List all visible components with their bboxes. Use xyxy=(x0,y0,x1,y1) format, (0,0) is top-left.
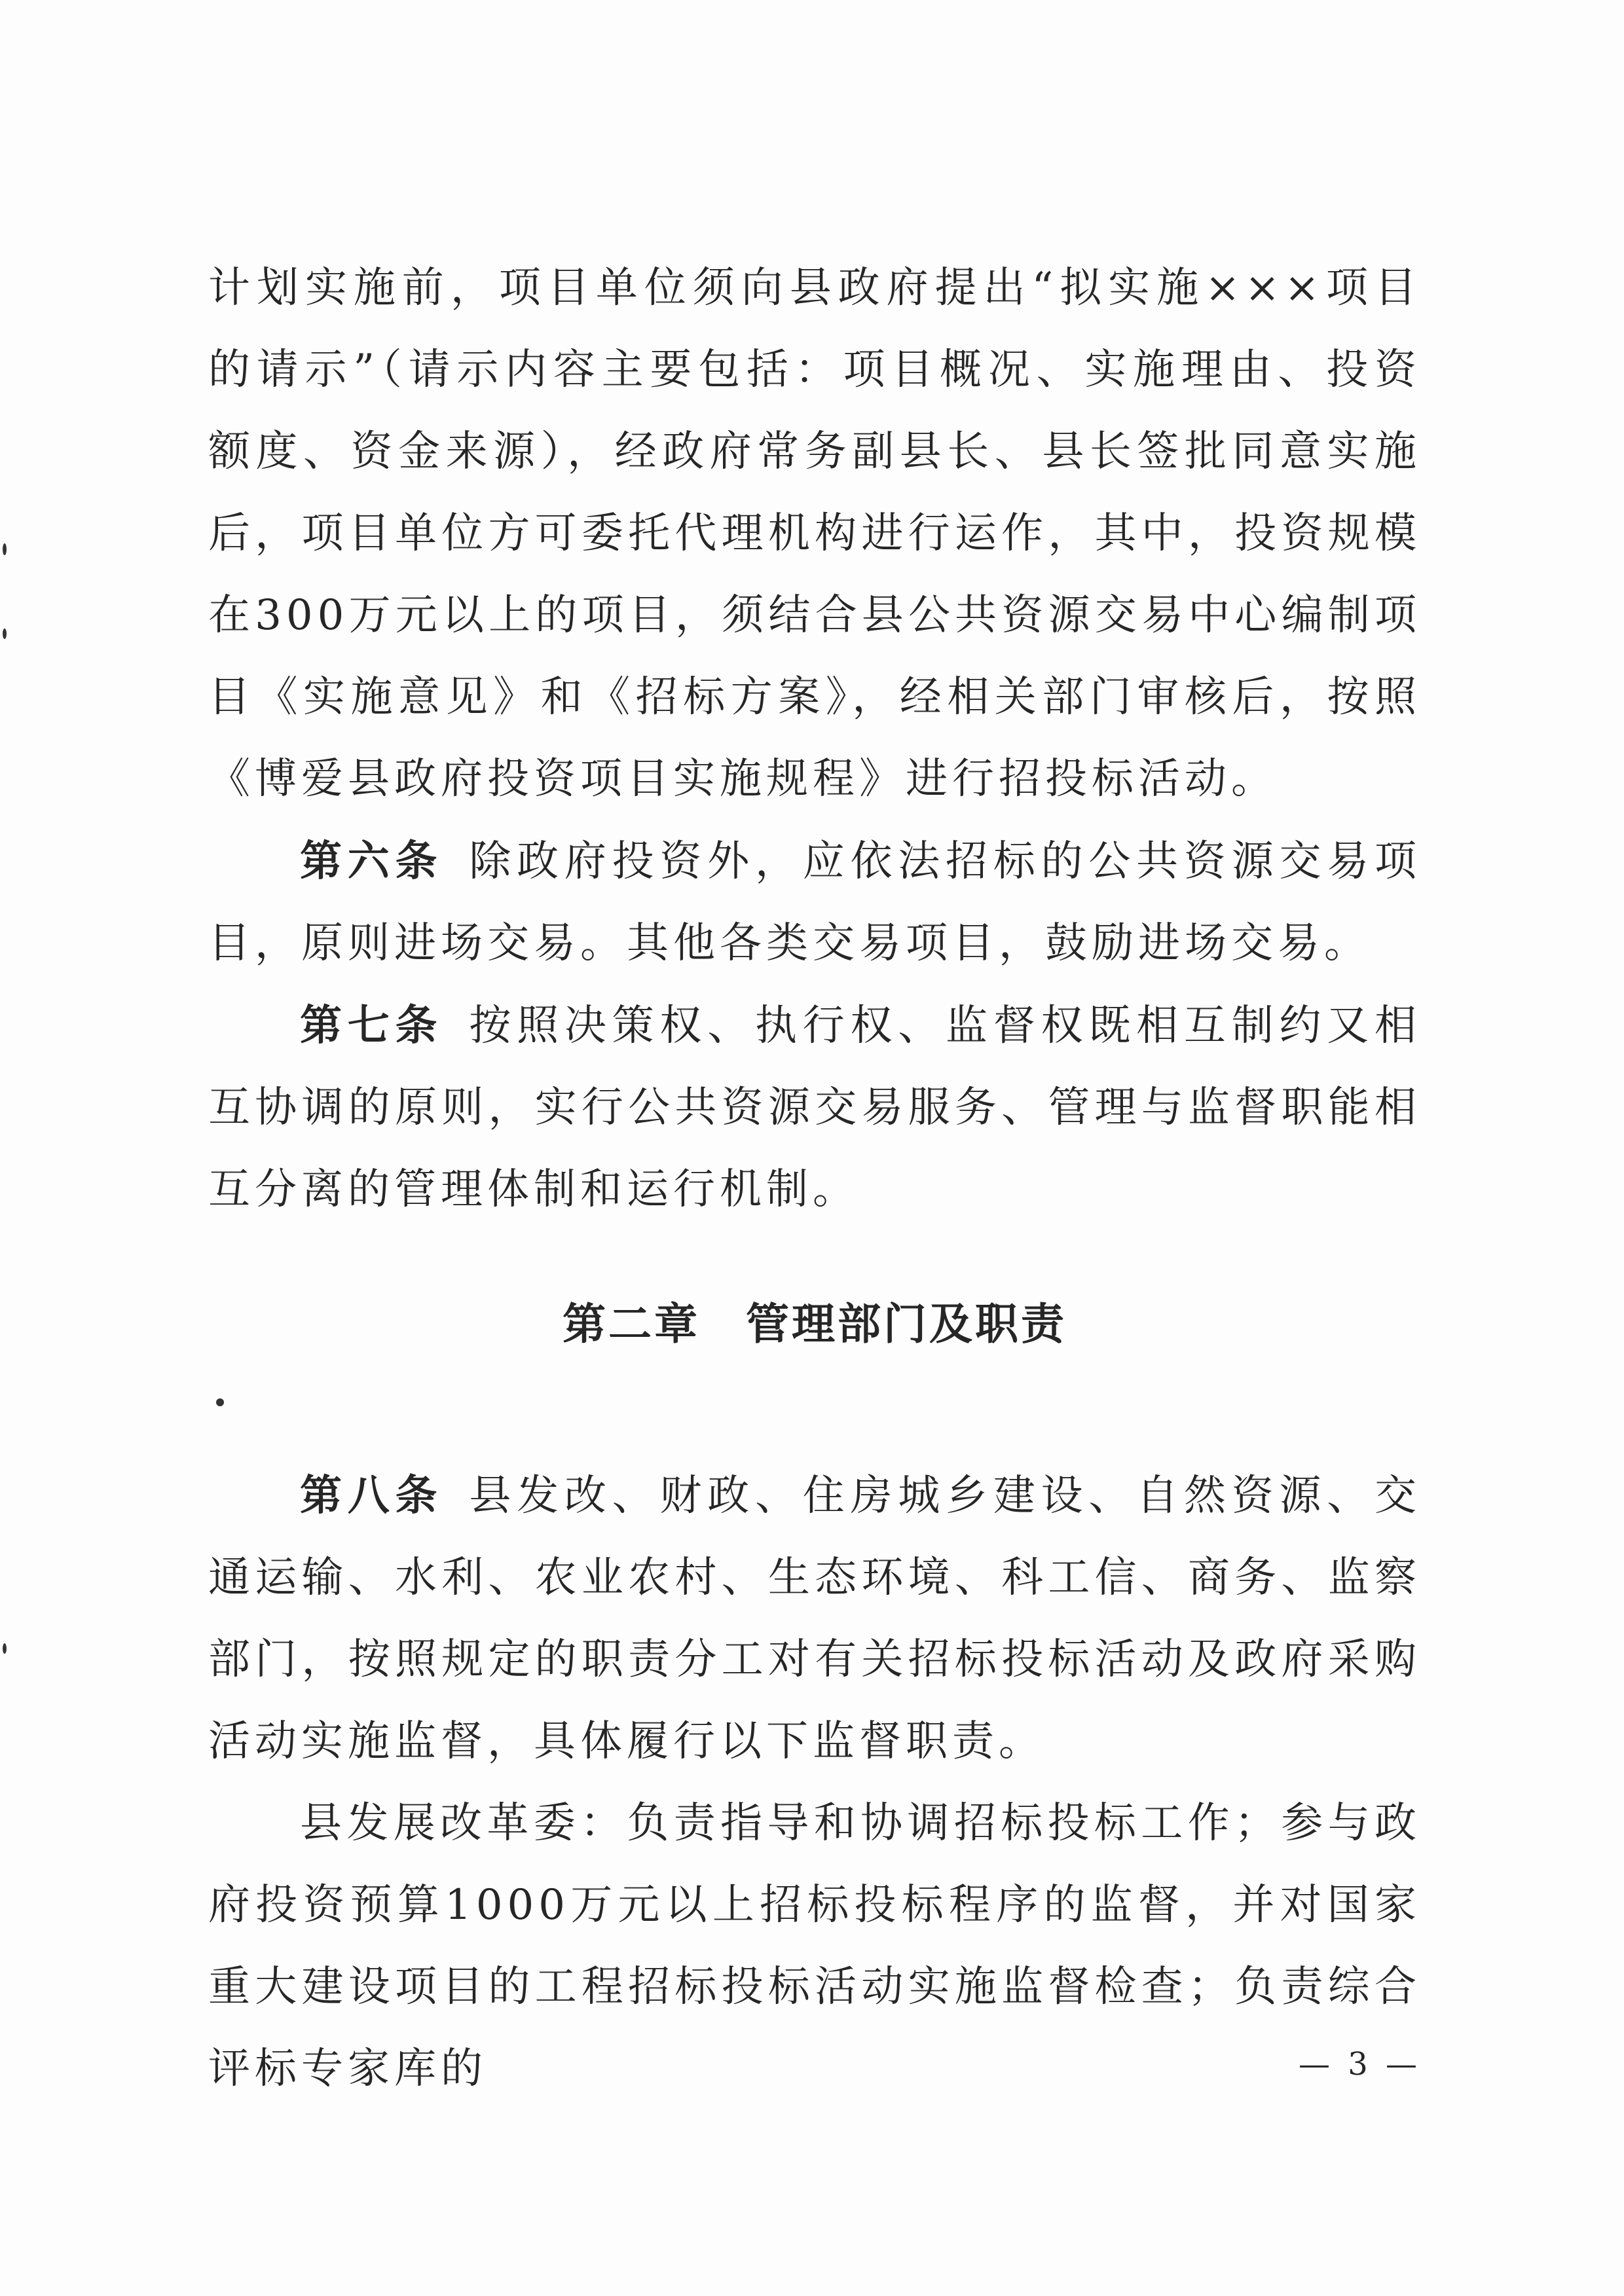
article-label: 第六条 xyxy=(300,837,443,886)
scan-speck xyxy=(3,1643,7,1654)
body-text-upper xyxy=(208,247,1421,1231)
paragraph-article-8 xyxy=(208,1455,1421,1783)
scan-speck xyxy=(3,629,7,639)
paragraph-text: 按照决策权、执行权、监督权既相互制约又相互协调的原则，实行公共资源交易服务、管理与监督职能相互分离的管理体制和运行机制。 xyxy=(208,1002,1422,1214)
article-label: 第八条 xyxy=(300,1471,443,1520)
paragraph-continuation xyxy=(208,247,1421,820)
scan-speck xyxy=(216,1398,224,1406)
paragraph-text: 县发展改革委：负责指导和协调招标投标工作；参与政府投资预算1000万元以上招标投标程序的监督，并对国家重大建设项目的工程招标投标活动实施监督检查；负责综合评标专家库的 xyxy=(208,1799,1421,2093)
chapter-heading xyxy=(208,1291,1421,1357)
paragraph-article-7 xyxy=(208,985,1421,1231)
paragraph-drc-duties xyxy=(208,1783,1421,2110)
body-text-lower xyxy=(208,1455,1421,2110)
page-number: — 3 — xyxy=(1298,2046,1421,2083)
article-label: 第七条 xyxy=(300,1001,443,1050)
paragraph-article-6 xyxy=(208,820,1421,985)
paragraph-text: 县发改、财政、住房城乡建设、自然资源、交通运输、水利、农业农村、生态环境、科工信、商务、监察部门，按照规定的职责分工对有关招标投标活动及政府采购活动实施监督，具体履行以下监督职责。 xyxy=(208,1472,1422,1766)
scan-speck xyxy=(3,543,7,555)
paragraph-text: 计划实施前，项目单位须向县政府提出“拟实施×××项目的请示”（请示内容主要包括：项目概况、实施理由、投资额度、资金来源），经政府常务副县长、县长签批同意实施后，项目单位方可委托代理机构进行运作，其中，投资规模在300万元以上的项目，须结合县公共资源交易中心编制项目《实施意见》和《招标方案》，经相关部门审核后，按照《博爱县政府投资项目实施规程》进行招投标活动。 xyxy=(208,264,1421,803)
paragraph-text: 除政府投资外，应依法招标的公共资源交易项目，原则进场交易。其他各类交易项目，鼓励进场交易。 xyxy=(208,837,1422,968)
chapter-number: 第二章 xyxy=(563,1298,700,1349)
chapter-title: 管理部门及职责 xyxy=(746,1298,1067,1349)
